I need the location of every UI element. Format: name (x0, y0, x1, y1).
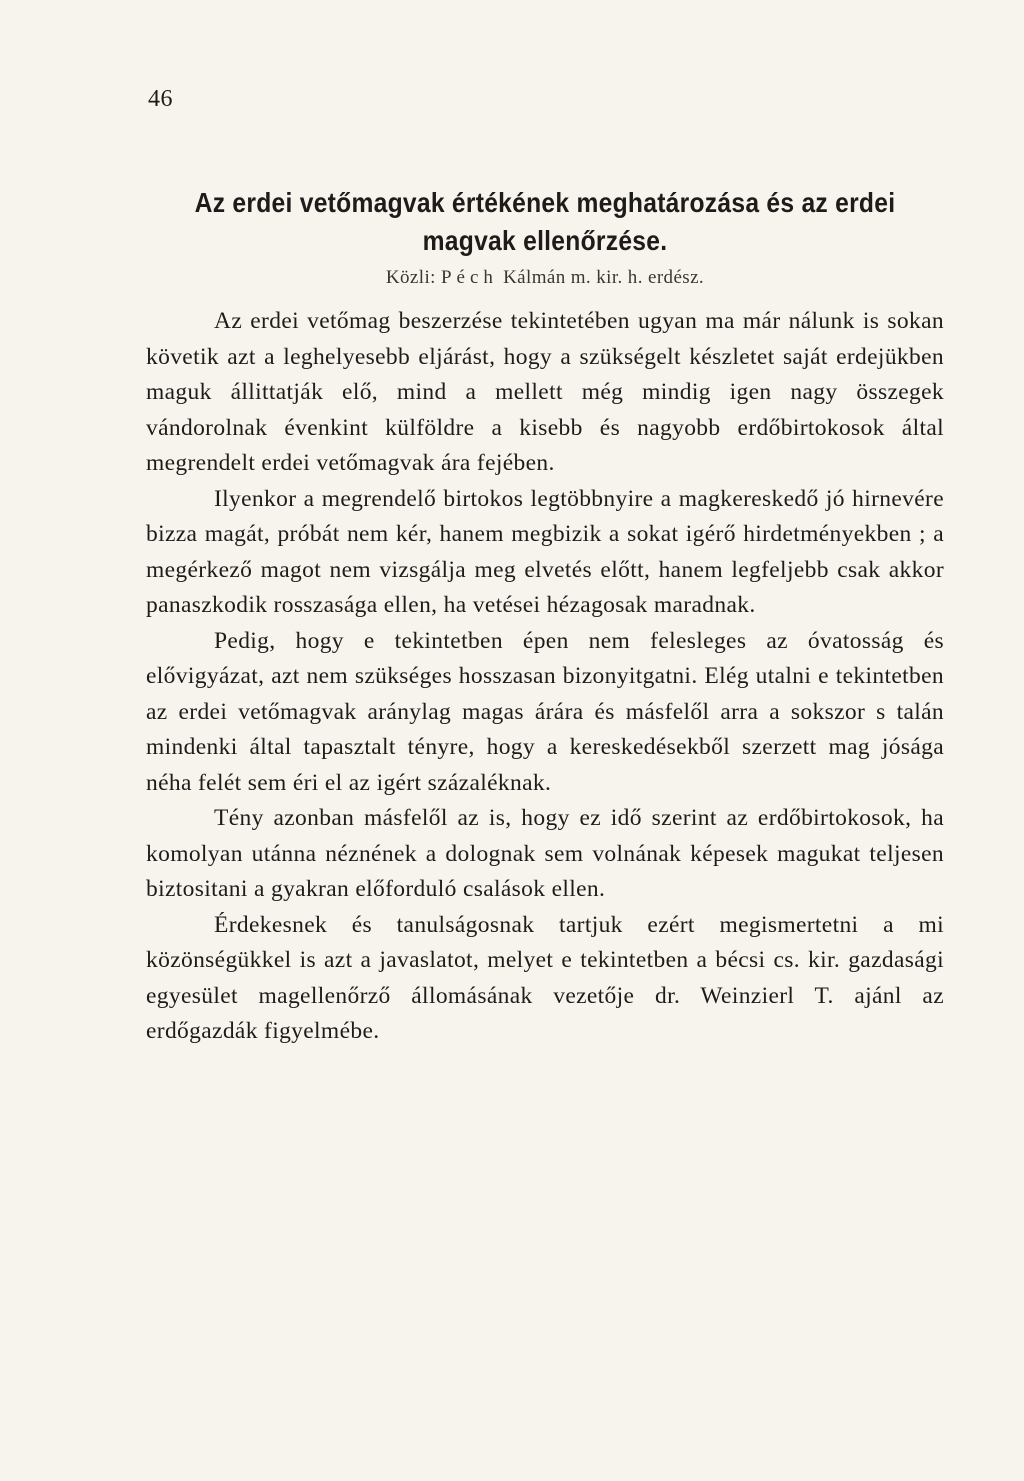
paragraph-3: Pedig, hogy e tekintetben épen nem felesleges az óvatosság és elővigyázat, azt nem szükséges hosszasan bizonyitgatni. Elég utalni e tekintetben az erdei vetőmagvak aránylag magas árára és másfelől arra a sokszor s talán mindenki által tapasztalt tényre, hogy a kereskedésekből szerzett mag jósága néha felét sem éri el az igért százaléknak. (146, 627, 944, 796)
author-byline (140, 267, 950, 289)
paragraph-5: Érdekesnek és tanulságosnak tartjuk ezért megismertetni a mi közönségükkel is azt a javaslatot, melyet e tekintetben a bécsi cs. kir. gazdasági egyesület magellenőrző állomásának vezetője dr. Weinzierl T. ajánl az erdőgazdák figyelmébe. (146, 911, 944, 1044)
page-number: 46 (148, 86, 173, 112)
paragraph-2: Ilyenkor a megrendelő birtokos legtöbbnyire a magkereskedő jó hirnevére bizza magát, próbát nem kér, hanem megbizik a sokat igérő hirdetményekben ; a megérkező magot nem vizsgálja meg elvetés előtt, hanem legfeljebb csak akkor panaszkodik rosszasága ellen, ha vetései hézagosak maradnak. (146, 485, 944, 618)
byline-prefix: Közli: (385, 267, 436, 288)
article-body (146, 304, 944, 1050)
author-surname: Péch (440, 267, 498, 288)
author-details: Kálmán m. kir. h. erdész. (503, 267, 705, 288)
article-title: Az erdei vetőmagvak értékének meghatározása és az erdei magvak ellenőrzése. (194, 187, 896, 256)
paragraph-4: Tény azonban másfelől az is, hogy ez idő szerint az erdőbirtokosok, ha komolyan utánna néznének a dolognak sem volnának képesek magukat teljesen biztositani a gyakran előforduló csalások ellen. (146, 805, 944, 902)
paragraph-1: Az erdei vetőmag beszerzése tekintetében ugyan ma már nálunk is sokan követik azt a leghelyesebb eljárást, hogy a szükségelt készletet saját erdejükben maguk állittatják elő, mind a mellett még mindig igen nagy összegek vándorolnak évenkint külföldre a kisebb és nagyobb erdőbirtokosok által megrendelt erdei vetőmagvak ára fejében. (146, 308, 944, 476)
